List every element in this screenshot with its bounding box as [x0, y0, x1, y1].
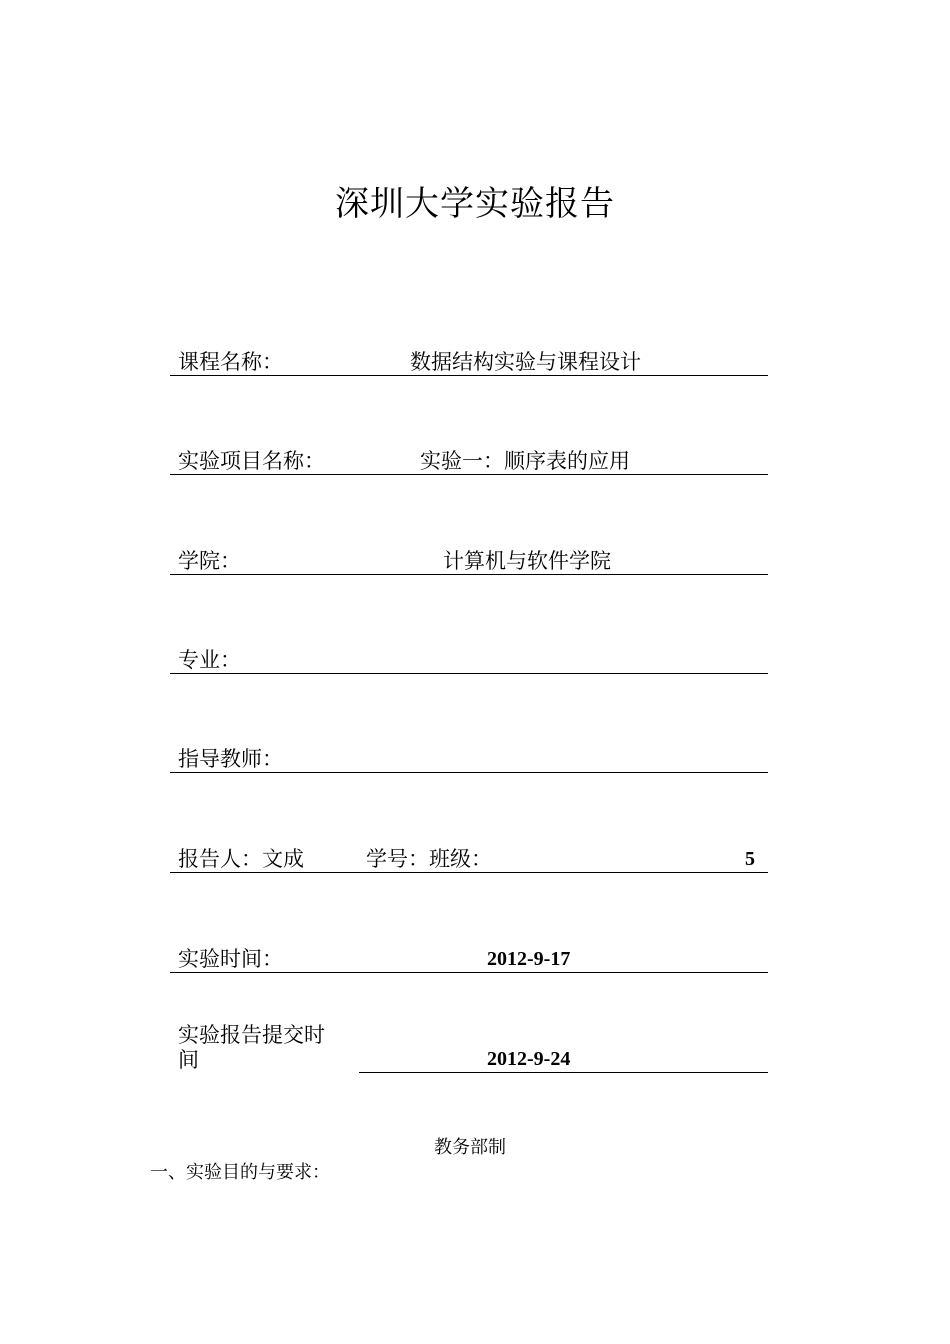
exp-time-value: 2012-9-17: [487, 948, 571, 970]
underline: [170, 375, 768, 376]
course-name-value: 数据结构实验与课程设计: [410, 350, 641, 374]
exp-time-row: [170, 933, 768, 973]
course-name-label: 课程名称：: [178, 350, 283, 374]
submit-time-label: [178, 1023, 325, 1073]
class-value: 5: [745, 848, 755, 870]
reporter-row: [170, 833, 768, 873]
exp-time-label: 实验时间：: [178, 947, 283, 971]
underline: [170, 972, 768, 973]
advisor-label: 指导教师：: [178, 747, 283, 771]
underline: [170, 574, 768, 575]
submit-time-label-line2: 间: [178, 1048, 199, 1072]
student-id-class-label: 学号：班级：: [366, 847, 492, 871]
underline: [170, 872, 768, 873]
reporter-label: 报告人：文成: [178, 847, 304, 871]
college-row: [170, 535, 768, 575]
college-value: 计算机与软件学院: [443, 549, 611, 573]
course-name-row: [170, 336, 768, 376]
submit-time-label-line1: 实验报告提交时: [178, 1023, 325, 1047]
underline: [170, 772, 768, 773]
section-heading: 一、实验目的与要求：: [150, 1162, 330, 1183]
major-label: 专业：: [178, 648, 241, 672]
college-label: 学院：: [178, 549, 241, 573]
underline: [170, 673, 768, 674]
submit-time-value: 2012-9-24: [487, 1048, 571, 1070]
project-name-value: 实验一：顺序表的应用: [420, 449, 630, 473]
report-title: 深圳大学实验报告: [335, 184, 615, 224]
advisor-row: [170, 733, 768, 773]
underline: [170, 474, 768, 475]
project-name-row: [170, 435, 768, 475]
submit-time-row: [170, 1013, 768, 1073]
underline: [359, 1072, 768, 1073]
issuer-footer: 教务部制: [434, 1137, 506, 1158]
project-name-label: 实验项目名称：: [178, 449, 325, 473]
major-row: [170, 634, 768, 674]
